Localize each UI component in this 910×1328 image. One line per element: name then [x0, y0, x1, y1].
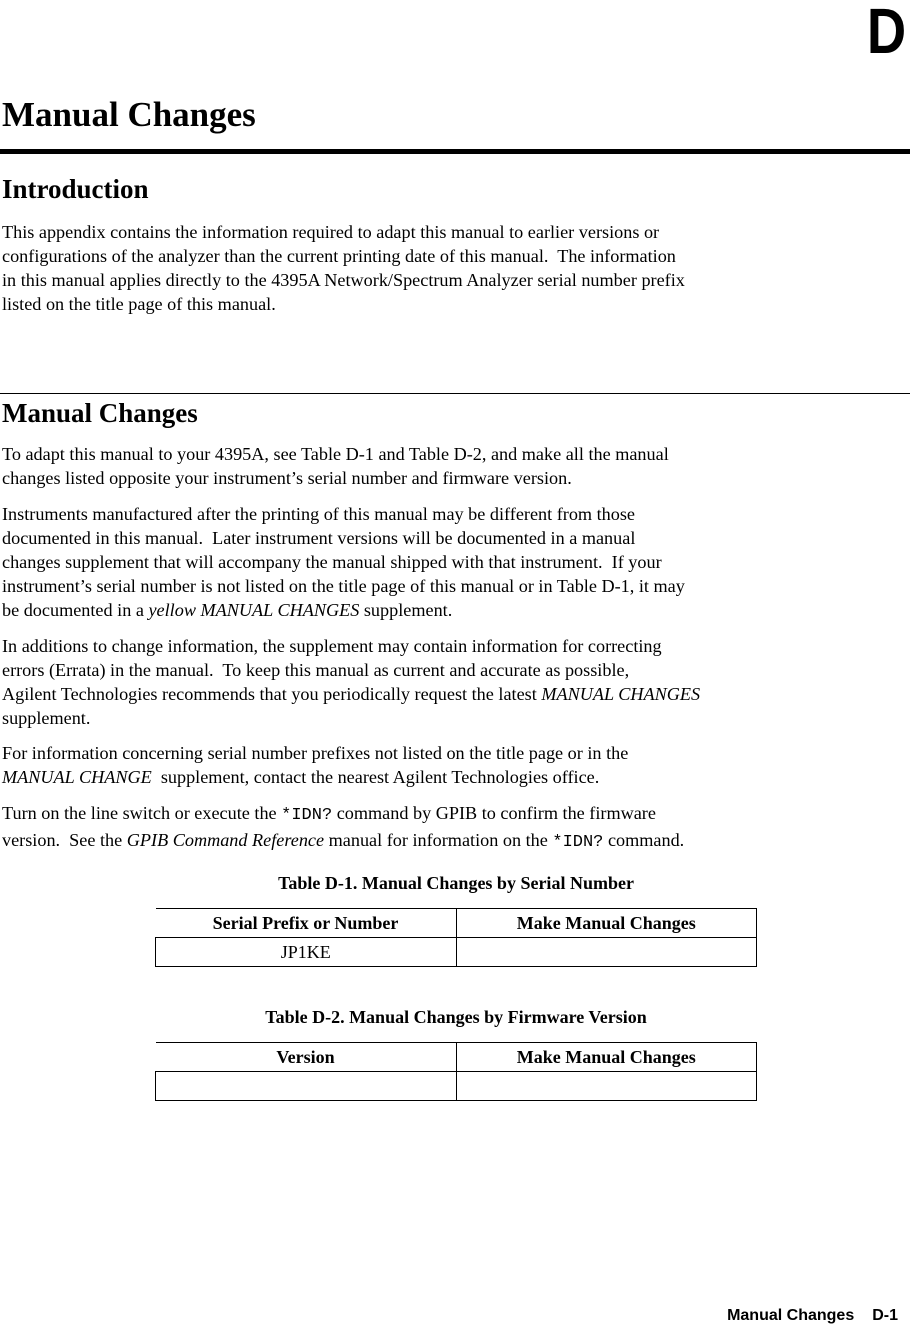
- table-cell: [456, 938, 757, 967]
- text-segment: changes supplement that will accompany the manual shipped with that instrument. If your: [2, 552, 662, 572]
- text-segment: supplement.: [2, 708, 91, 728]
- column-header: Make Manual Changes: [456, 909, 757, 938]
- text-segment: command by GPIB to confirm the firmware: [332, 803, 656, 823]
- text-line: [2, 220, 685, 244]
- table-d1: [155, 908, 757, 967]
- table-row: [156, 1072, 757, 1101]
- table-row: [156, 938, 757, 967]
- text-segment: In additions to change information, the supplement may contain information for correcting: [2, 636, 662, 656]
- introduction-heading: Introduction: [2, 174, 149, 204]
- text-line: [2, 292, 685, 316]
- text-segment: supplement, contact the nearest Agilent Technologies office.: [151, 767, 600, 787]
- text-line: [2, 706, 700, 730]
- text-segment: command.: [603, 830, 685, 850]
- body-paragraph: [2, 442, 669, 490]
- page-title: Manual Changes: [2, 95, 256, 134]
- text-segment: Agilent Technologies recommends that you periodically request the latest: [2, 684, 542, 704]
- manual-changes-heading: Manual Changes: [2, 398, 198, 428]
- text-segment: This appendix contains the information required to adapt this manual to earlier versions or: [2, 222, 660, 242]
- emphasis-text: GPIB Command Reference: [126, 830, 325, 850]
- intro-paragraph: [2, 220, 685, 316]
- text-line: [2, 801, 684, 828]
- text-segment: in this manual applies directly to the 4395A Network/Spectrum Analyzer serial number prefix: [2, 270, 685, 290]
- page-footer: [709, 1307, 898, 1325]
- body-paragraph: [2, 801, 684, 855]
- text-segment: Instruments manufactured after the printing of this manual may be different from those: [2, 504, 636, 524]
- body-paragraph: [2, 502, 685, 622]
- text-segment: manual for information on the: [324, 830, 553, 850]
- text-line: [2, 550, 685, 574]
- text-segment: errors (Errata) in the manual. To keep this manual as current and accurate as possible,: [2, 660, 630, 680]
- table-header-row: [156, 1043, 757, 1072]
- text-segment: documented in this manual. Later instrument versions will be documented in a manual: [2, 528, 636, 548]
- table-d2-caption: Table D-2. Manual Changes by Firmware Version: [265, 1007, 647, 1027]
- text-line: [2, 466, 669, 490]
- text-line: [2, 741, 628, 765]
- text-segment: instrument’s serial number is not listed on the title page of this manual or in Table D-1, it may: [2, 576, 685, 596]
- text-segment: Turn on the line switch or execute the: [2, 803, 282, 823]
- emphasis-text: yellow MANUAL CHANGES: [148, 600, 360, 620]
- column-header: Make Manual Changes: [456, 1043, 757, 1072]
- text-line: [2, 442, 669, 466]
- body-paragraph: [2, 634, 700, 730]
- text-line: [2, 765, 628, 789]
- page-number: D-1: [872, 1307, 898, 1324]
- text-line: [2, 268, 685, 292]
- text-line: [2, 244, 685, 268]
- text-line: [2, 828, 684, 855]
- emphasis-text: MANUAL CHANGES: [541, 684, 701, 704]
- emphasis-text: MANUAL CHANGE: [2, 767, 152, 787]
- text-segment: listed on the title page of this manual.: [2, 294, 276, 314]
- text-line: [2, 526, 685, 550]
- command-text: *IDN?: [281, 806, 333, 825]
- text-line: [2, 682, 700, 706]
- title-rule: [0, 149, 910, 154]
- text-segment: be documented in a: [2, 600, 149, 620]
- text-line: [2, 598, 685, 622]
- table-header-row: [156, 909, 757, 938]
- text-segment: supplement.: [359, 600, 453, 620]
- column-header: Serial Prefix or Number: [156, 909, 457, 938]
- text-segment: To adapt this manual to your 4395A, see Table D-1 and Table D-2, and make all the manual: [2, 444, 669, 464]
- chapter-letter: D: [866, 0, 906, 67]
- table-cell: [156, 1072, 457, 1101]
- body-paragraph: [2, 741, 628, 789]
- text-segment: For information concerning serial number prefixes not listed on the title page or in the: [2, 743, 629, 763]
- table-cell: [456, 1072, 757, 1101]
- text-segment: changes listed opposite your instrument’s serial number and firmware version.: [2, 468, 572, 488]
- section-rule: [0, 393, 910, 394]
- table-cell: JP1KE: [156, 938, 457, 967]
- footer-section: Manual Changes: [727, 1307, 855, 1324]
- table-d2: [155, 1042, 757, 1101]
- text-line: [2, 658, 700, 682]
- text-line: [2, 502, 685, 526]
- column-header: Version: [156, 1043, 457, 1072]
- text-line: [2, 634, 700, 658]
- text-line: [2, 574, 685, 598]
- table-d1-caption: Table D-1. Manual Changes by Serial Number: [278, 873, 634, 893]
- text-segment: configurations of the analyzer than the current printing date of this manual. The information: [2, 246, 676, 266]
- command-text: *IDN?: [552, 833, 604, 852]
- text-segment: version. See the: [2, 830, 127, 850]
